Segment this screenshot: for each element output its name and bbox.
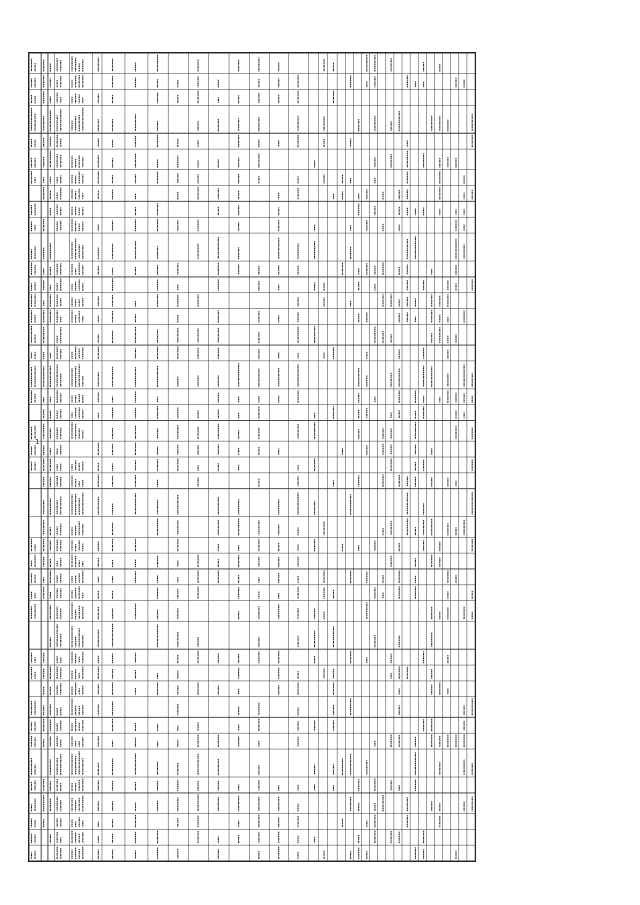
- scanned-table-page: [28, 52, 476, 862]
- stray-mark: 1: [35, 438, 40, 446]
- rotated-data-table: [29, 53, 475, 861]
